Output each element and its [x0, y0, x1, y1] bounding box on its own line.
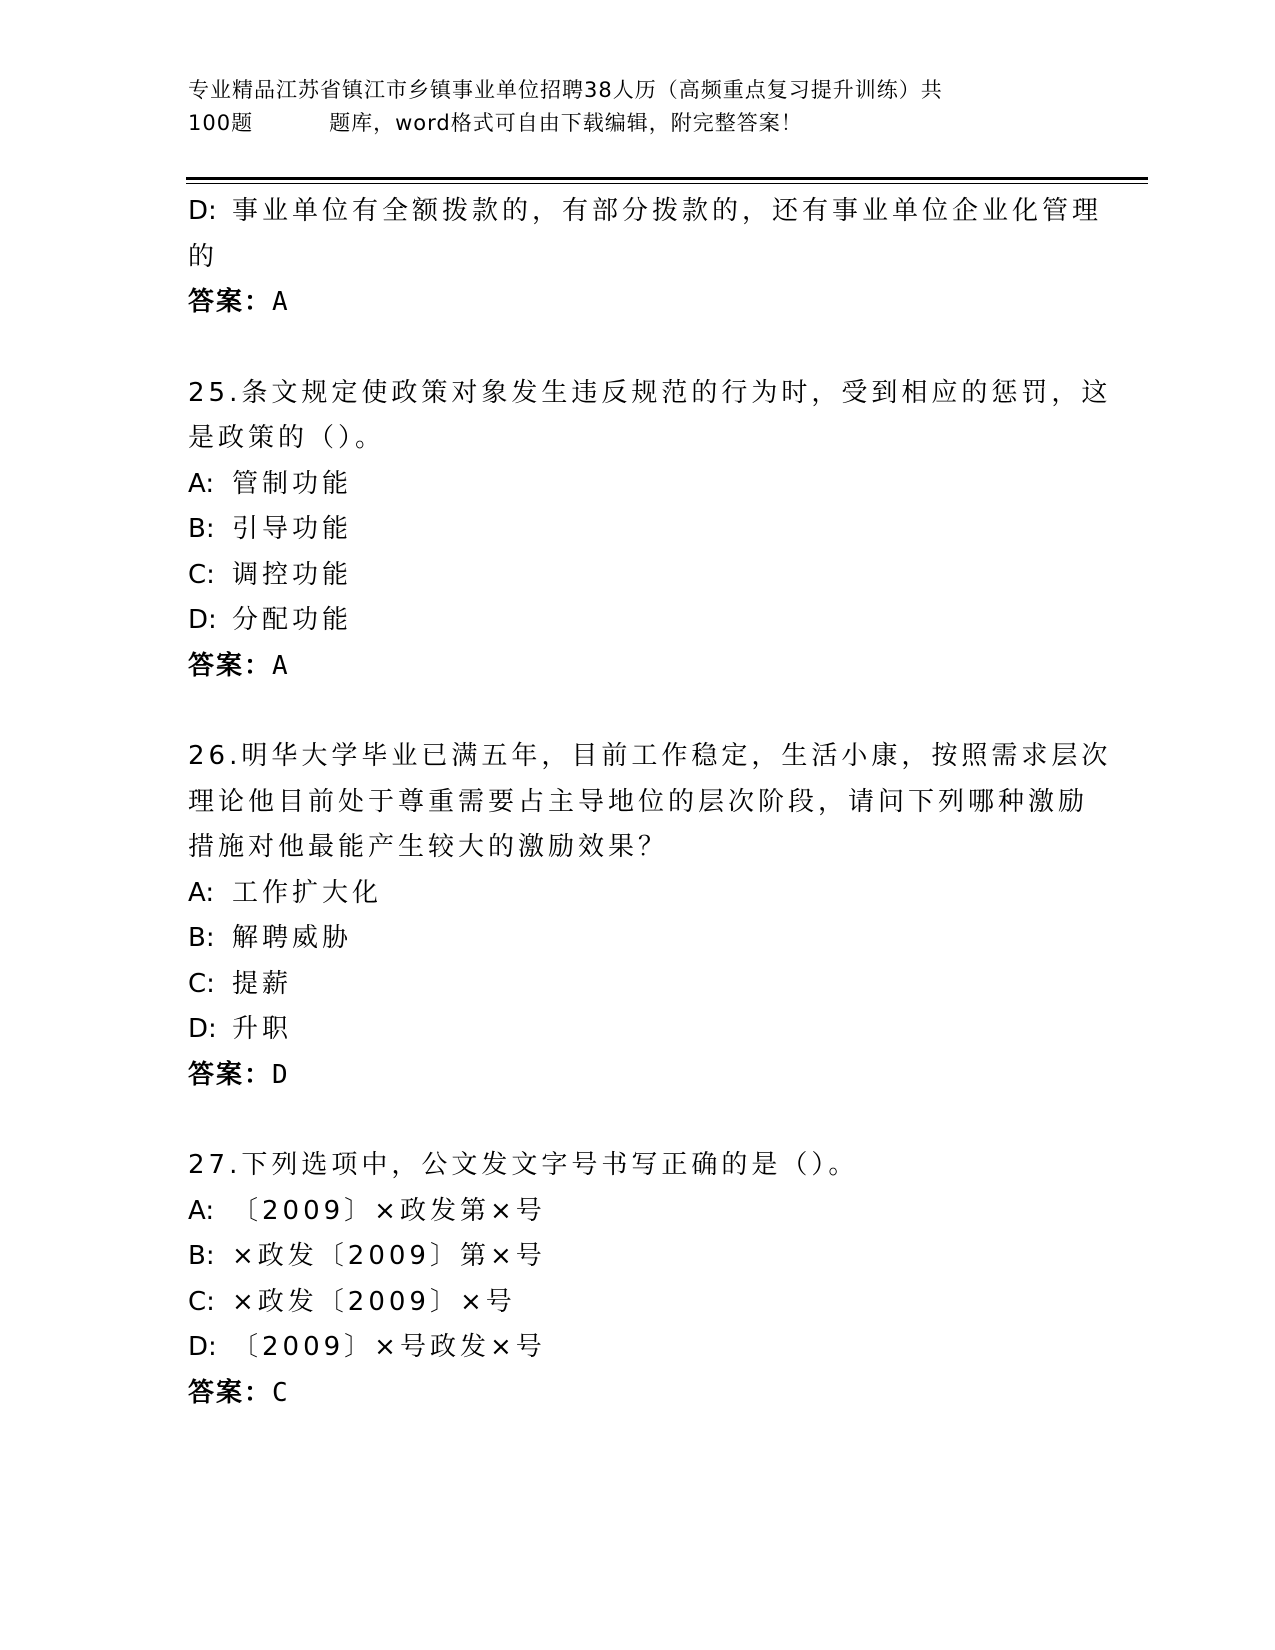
question-stem-line: 26.明华大学毕业已满五年，目前工作稳定，生活小康，按照需求层次 [188, 741, 1112, 771]
option-b [188, 916, 1088, 962]
option-text: 提薪 [232, 968, 293, 999]
question-25 [188, 371, 1112, 690]
option-text-continued: 的 [188, 241, 219, 272]
answer-line [188, 280, 1088, 326]
answer-label: 答案： [188, 650, 273, 681]
answer-label: 答案： [188, 1377, 273, 1408]
option-b [188, 1234, 1088, 1280]
option-key: D: [188, 196, 217, 226]
question-stem-line: 理论他目前处于尊重需要占主导地位的层次阶段，请问下列哪种激励 [188, 786, 1089, 817]
option-text: 解聘威胁 [232, 923, 353, 953]
option-key: D: [188, 1332, 217, 1362]
answer-value: C [272, 1377, 289, 1408]
option-d [188, 1007, 1088, 1053]
option-text: 分配功能 [232, 605, 353, 635]
option-d [188, 1325, 1088, 1371]
option-text: 工作扩大化 [232, 877, 383, 908]
question-27 [188, 1143, 1088, 1416]
option-key: A: [188, 877, 215, 908]
header-line-1: 专业精品江苏省镇江市乡镇事业单位招聘38人历（高频重点复习提升训练）共 [188, 78, 943, 102]
option-key: D: [188, 605, 217, 635]
option-key: B: [188, 1241, 215, 1271]
option-text: 〔2009〕×政发第×号 [232, 1195, 546, 1226]
option-key: C: [188, 559, 215, 590]
answer-line [188, 1371, 1088, 1417]
question-stem-line: 25.条文规定使政策对象发生违反规范的行为时，受到相应的惩罚，这 [188, 377, 1112, 408]
question-list [188, 189, 1112, 1416]
option-key: A: [188, 1195, 215, 1226]
header-rule-thin [186, 183, 1148, 184]
header-description: 题库，word格式可自由下载编辑，附完整答案！ [329, 111, 803, 135]
answer-label: 答案： [188, 287, 273, 317]
option-text: 事业单位有全额拨款的，有部分拨款的，还有事业单位企业化管理 [232, 196, 1103, 226]
option-a [188, 1189, 1088, 1235]
option-key: D: [188, 1014, 217, 1044]
answer-line [188, 1053, 1088, 1099]
question-26 [188, 734, 1112, 1098]
option-text: 升职 [232, 1014, 293, 1044]
option-key: B: [188, 514, 215, 544]
option-c [188, 962, 1088, 1008]
option-text: 调控功能 [232, 559, 353, 590]
answer-value: A [272, 650, 289, 681]
option-text: ×政发〔2009〕第×号 [232, 1241, 546, 1271]
option-d [188, 598, 1088, 644]
option-key: B: [188, 923, 215, 953]
option-b [188, 507, 1088, 553]
option-text: ×政发〔2009〕×号 [232, 1286, 516, 1317]
option-d [188, 189, 1103, 235]
document-header [188, 74, 1088, 140]
option-text: 管制功能 [232, 468, 353, 499]
header-line-2 [188, 107, 1088, 140]
option-key: A: [188, 468, 215, 499]
option-c [188, 1280, 1088, 1326]
header-rule-thick [186, 177, 1148, 180]
previous-question-tail [188, 189, 1103, 326]
option-text: 〔2009〕×号政发×号 [232, 1332, 546, 1362]
option-key: C: [188, 968, 215, 999]
option-key: C: [188, 1286, 215, 1317]
answer-line [188, 644, 1088, 690]
option-a [188, 871, 1088, 917]
option-c [188, 553, 1088, 599]
answer-value: D [272, 1059, 289, 1090]
question-stem-line: 措施对他最能产生较大的激励效果？ [188, 832, 669, 862]
question-stem-line: 是政策的（）。 [188, 423, 386, 453]
answer-label: 答案： [188, 1059, 273, 1090]
question-stem-line: 27.下列选项中，公文发文字号书写正确的是（）。 [188, 1150, 859, 1180]
option-a [188, 462, 1088, 508]
option-text: 引导功能 [232, 514, 353, 544]
header-question-count: 100题 [188, 111, 254, 135]
answer-value: A [272, 287, 289, 317]
